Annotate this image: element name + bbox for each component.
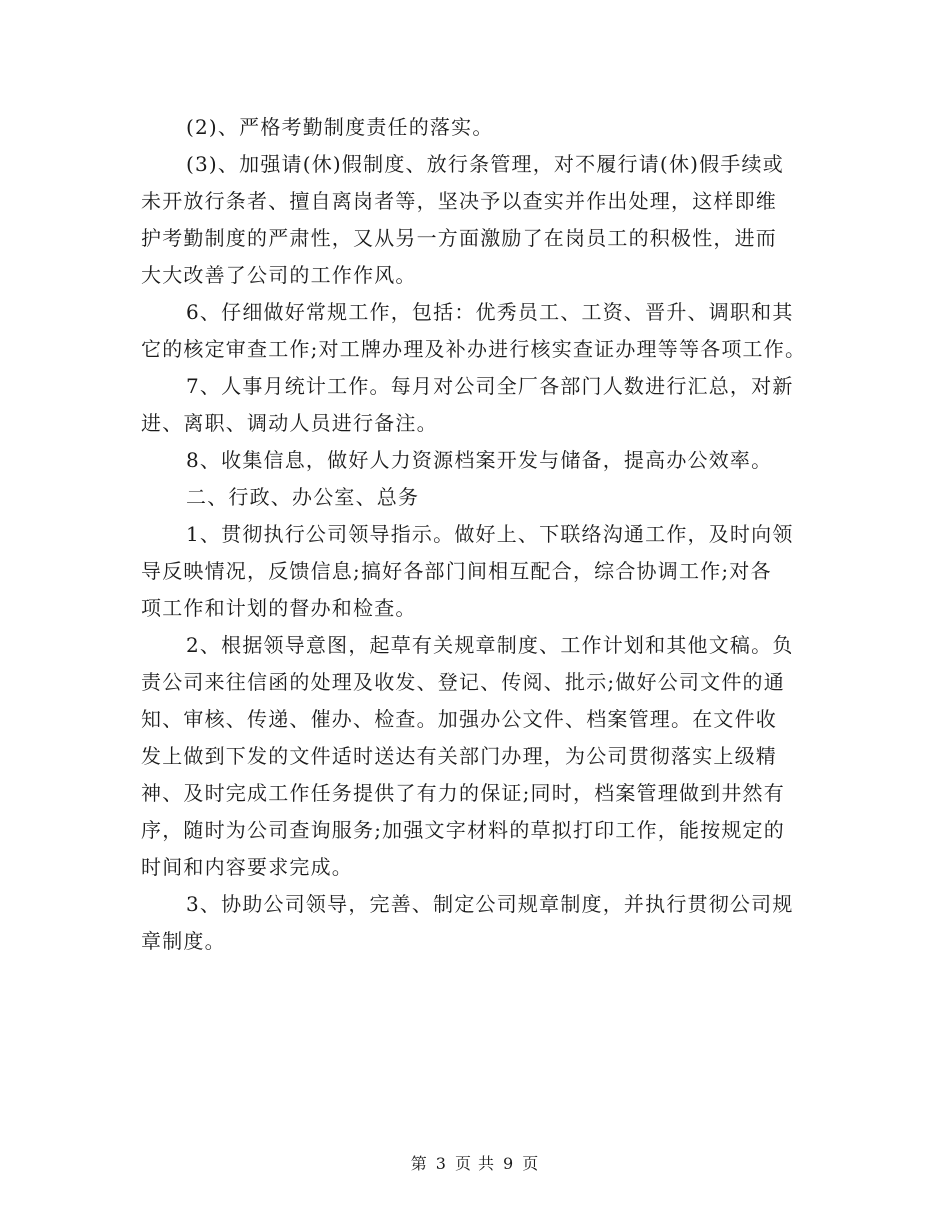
text-line: 发上做到下发的文件适时送达有关部门办理，为公司贯彻落实上级精 [141, 744, 777, 768]
text-line: 章制度。 [141, 929, 226, 953]
text-line: 神、及时完成工作任务提供了有力的保证;同时，档案管理做到井然有 [141, 781, 785, 805]
text-line: (3)、加强请(休)假制度、放行条管理，对不履行请(休)假手续或 [186, 152, 784, 176]
footer-middle: 页 共 [454, 1154, 496, 1173]
footer-prefix: 第 [410, 1154, 428, 1173]
text-line: 1、贯彻执行公司领导指示。做好上、下联络沟通工作，及时向领 [186, 522, 794, 546]
text-line: 时间和内容要求完成。 [141, 855, 353, 879]
text-line: 7、人事月统计工作。每月对公司全厂各部门人数进行汇总，对新 [186, 374, 794, 398]
text-line: 知、审核、传递、催办、检查。加强办公文件、档案管理。在文件收 [141, 707, 777, 731]
page-footer [0, 1153, 950, 1175]
text-line: 3、协助公司领导，完善、制定公司规章制度，并执行贯彻公司规 [186, 892, 794, 916]
text-line: 2、根据领导意图，起草有关规章制度、工作计划和其他文稿。负 [186, 633, 794, 657]
footer-suffix: 页 [522, 1154, 540, 1173]
text-line: (2)、严格考勤制度责任的落实。 [186, 115, 494, 139]
text-line: 大大改善了公司的工作作风。 [141, 263, 417, 287]
text-line: 它的核定审查工作;对工牌办理及补办进行核实查证办理等等各项工作。 [141, 337, 807, 361]
text-line: 护考勤制度的严肃性，又从另一方面激励了在岗员工的积极性，进而 [141, 226, 777, 250]
total-pages-number: 9 [503, 1154, 515, 1173]
section-heading: 二、行政、办公室、总务 [186, 485, 420, 509]
text-line: 进、离职、调动人员进行备注。 [141, 411, 438, 435]
text-line: 8、收集信息，做好人力资源档案开发与储备，提高办公效率。 [186, 448, 773, 472]
text-line: 责公司来往信函的处理及收发、登记、传阅、批示;做好公司文件的通 [141, 670, 785, 694]
current-page-number: 3 [435, 1154, 447, 1173]
text-line: 未开放行条者、擅自离岗者等，坚决予以查实并作出处理，这样即维 [141, 189, 777, 213]
text-line: 序，随时为公司查询服务;加强文字材料的草拟打印工作，能按规定的 [141, 818, 785, 842]
text-line: 6、仔细做好常规工作，包括：优秀员工、工资、晋升、调职和其 [186, 300, 794, 324]
text-line: 项工作和计划的督办和检查。 [141, 596, 417, 620]
text-line: 导反映情况，反馈信息;搞好各部门间相互配合，综合协调工作;对各 [141, 559, 772, 583]
